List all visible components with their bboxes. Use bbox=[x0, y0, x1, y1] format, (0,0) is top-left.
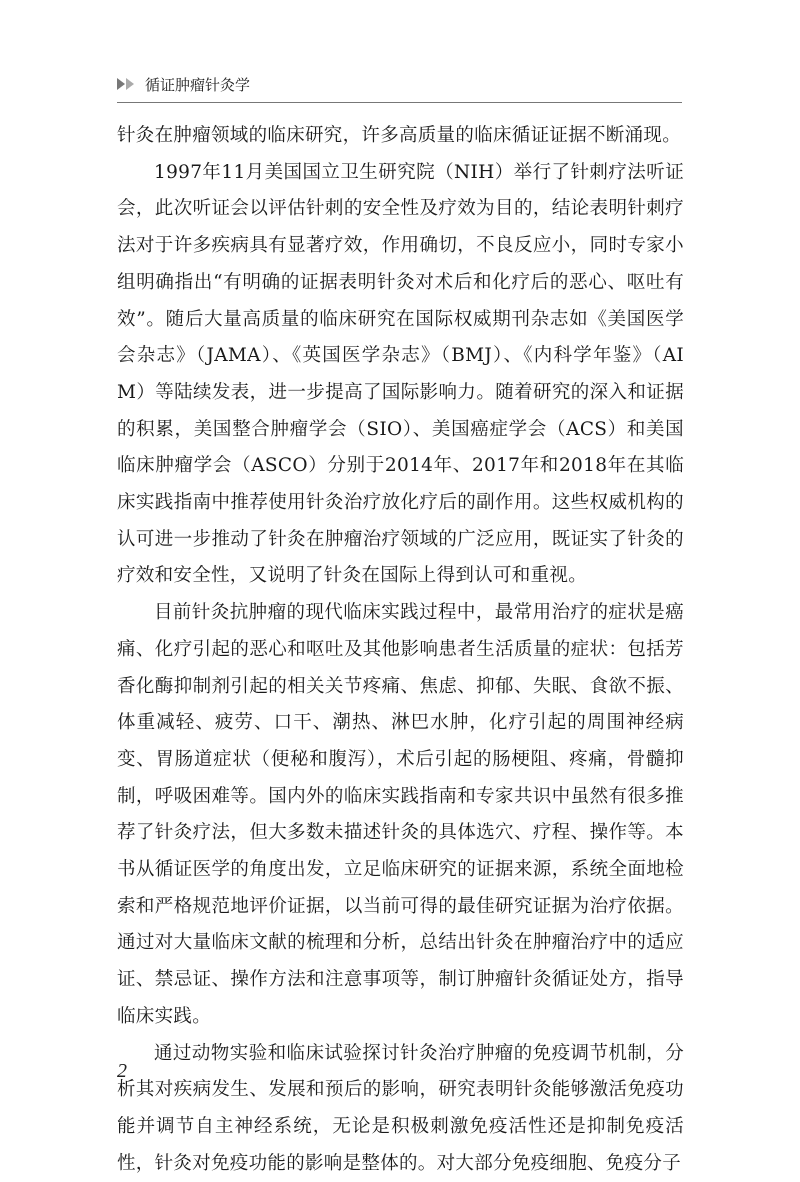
double-chevron-icon bbox=[117, 78, 139, 90]
book-title: 循证肿瘤针灸学 bbox=[145, 75, 251, 94]
page-number: 2 bbox=[117, 1060, 127, 1082]
running-head bbox=[117, 72, 250, 96]
body-text bbox=[117, 118, 684, 1182]
paragraph-nih-hearing: 1997年11月美国国立卫生研究院（NIH）举行了针刺疗法听证会，此次听证会以评估针刺的安全性及疗效为目的，结论表明针刺疗法对于许多疾病具有显著疗效，作用确切，不良反应小，同时专家小组明确指出“有明确的证据表明针灸对术后和化疗后的恶心、呕吐有效”。随后大量高质量的临床研究在国际权威期刊杂志如《美国医学会杂志》（JAMA）、《英国医学杂志》（BMJ）、《内科学年鉴》（AIM）等陆续发表，进一步提高了国际影响力。随着研究的深入和证据的积累，美国整合肿瘤学会（SIO）、美国癌症学会（ACS）和美国临床肿瘤学会（ASCO）分别于2014年、2017年和2018年在其临床实践指南中推荐使用针灸治疗放化疗后的副作用。这些权威机构的认可进一步推动了针灸在肿瘤治疗领域的广泛应用，既证实了针灸的疗效和安全性，又说明了针灸在国际上得到认可和重视。 bbox=[117, 161, 684, 587]
header-rule bbox=[117, 102, 682, 103]
paragraph-continuation: 针灸在肿瘤领域的临床研究，许多高质量的临床循证证据不断涌现。 bbox=[117, 125, 682, 146]
paragraph-clinical-practice: 目前针灸抗肿瘤的现代临床实践过程中，最常用治疗的症状是癌痛、化疗引起的恶心和呕吐及其他影响患者生活质量的症状：包括芳香化酶抑制剂引起的相关关节疼痛、焦虑、抑郁、失眠、食欲不振、体重减轻、疲劳、口干、潮热、淋巴水肿，化疗引起的周围神经病变、胃肠道症状（便秘和腹泻），术后引起的肠梗阻、疼痛，骨髓抑制，呼吸困难等。国内外的临床实践指南和专家共识中虽然有很多推荐了针灸疗法，但大多数未描述针灸的具体选穴、疗程、操作等。本书从循证医学的角度出发，立足临床研究的证据来源，系统全面地检索和严格规范地评价证据，以当前可得的最佳研究证据为治疗依据。通过对大量临床文献的梳理和分析，总结出针灸在肿瘤治疗中的适应证、禁忌证、操作方法和注意事项等，制订肿瘤针灸循证处方，指导临床实践。 bbox=[117, 602, 684, 1027]
paragraph-immune-mechanism: 通过动物实验和临床试验探讨针灸治疗肿瘤的免疫调节机制，分析其对疾病发生、发展和预后的影响，研究表明针灸能够激活免疫功能并调节自主神经系统，无论是积极刺激免疫活性还是抑制免疫活性，针灸对免疫功能的影响是整体的。对大部分免疫细胞、免疫分子 bbox=[117, 1042, 684, 1174]
